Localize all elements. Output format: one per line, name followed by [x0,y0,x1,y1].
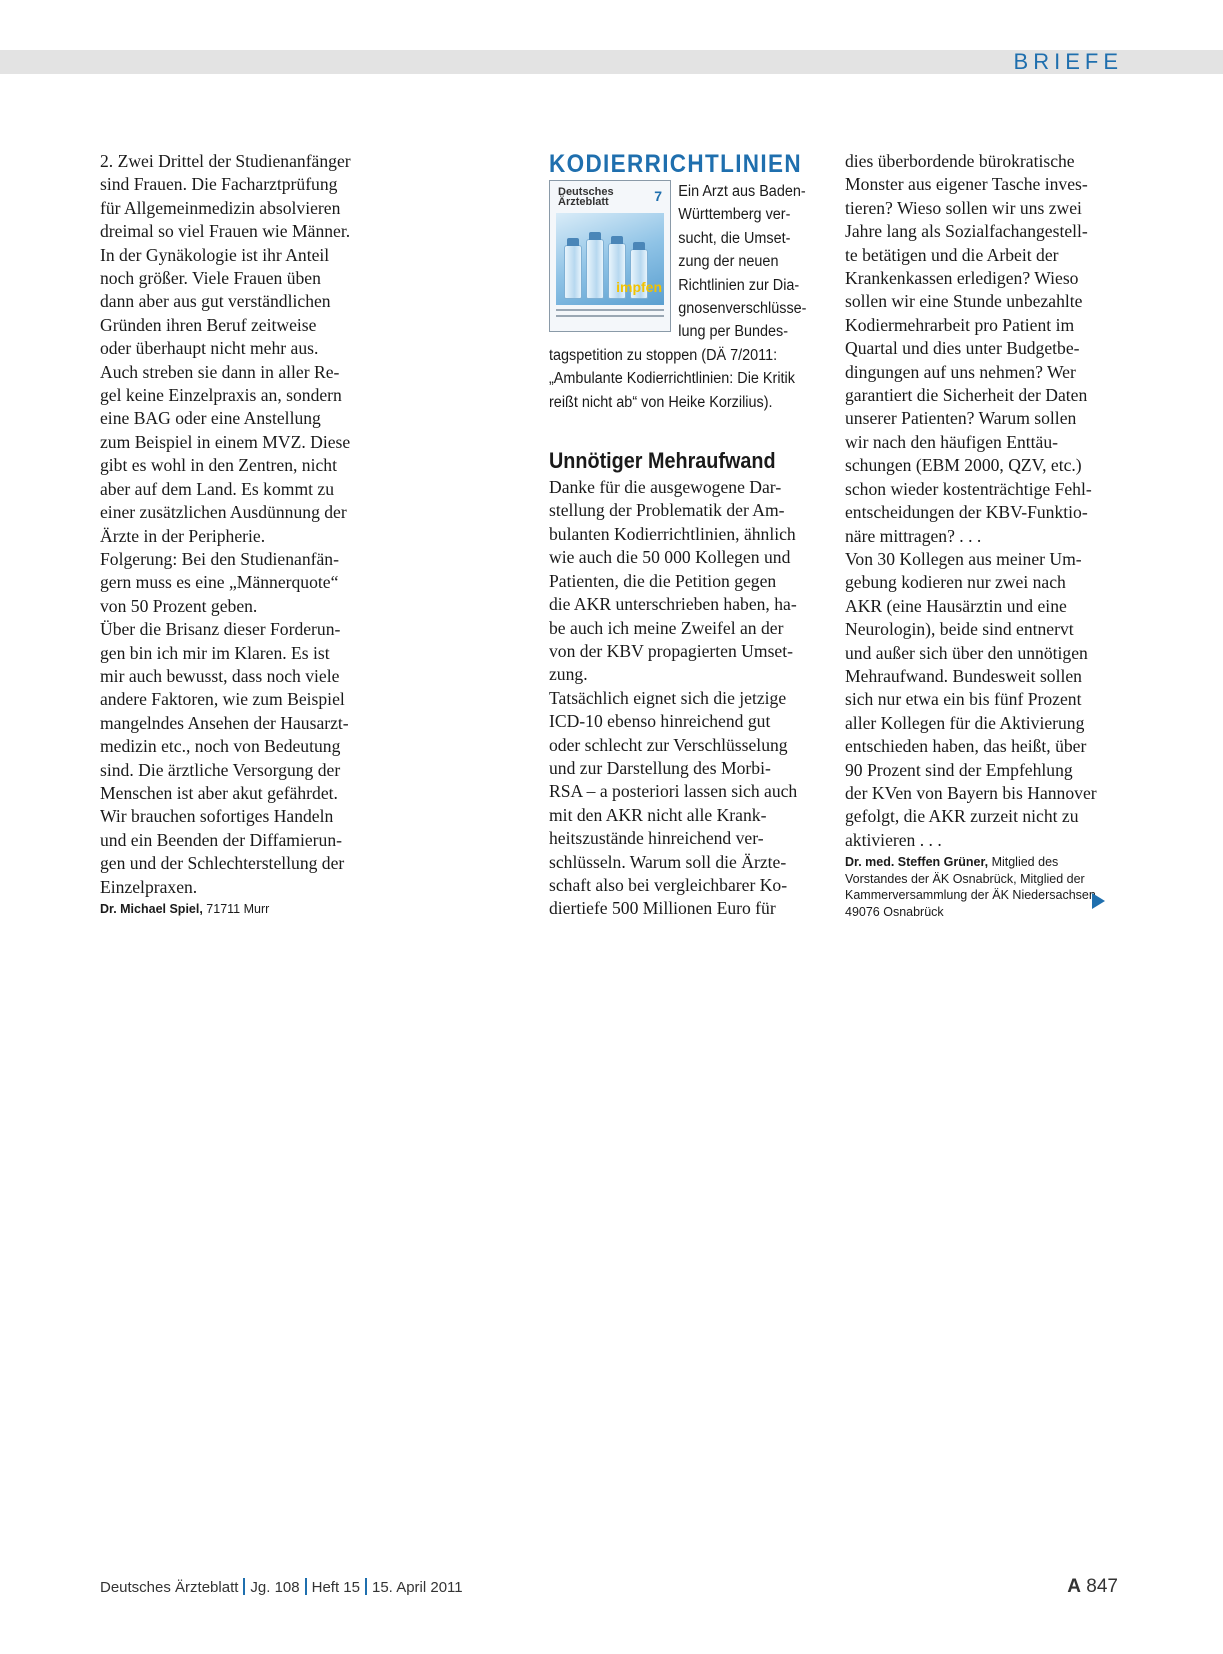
text-line: unserer Patienten? Warum sollen [845,408,1077,429]
text-line: Ein Arzt aus Baden- [678,183,806,200]
text-line: eine BAG oder eine Anstellung [100,408,321,429]
footer-separator [305,1578,307,1595]
text-line: 90 Prozent sind der Empfehlung [845,759,1073,780]
text-line: gen und der Schlechterstellung der [100,853,345,874]
text-line: gnosenverschlüsse- [678,300,807,318]
text-line: Neurologin), beide sind entnervt [845,619,1074,640]
text-line: Folgerung: Bei den Studienanfän- [100,548,339,569]
text-line: sich nur etwa ein bis fünf Prozent [845,689,1082,710]
continue-arrow-icon [1092,893,1105,909]
text-line: zung. [549,664,588,685]
intro-text [549,180,805,414]
text-line: und zur Darstellung des Morbi- [549,757,771,778]
letter-2-signature [845,854,1127,920]
text-line: schungen (EBM 2000, QZV, etc.) [845,455,1082,476]
text-line: Danke für die ausgewogene Dar- [549,477,782,498]
text-line: dies überbordende bürokratische [845,151,1075,171]
text-line: und außer sich über den unnötigen [845,642,1088,663]
text-line: mangelndes Ansehen der Hausarzt- [100,712,349,733]
author-affiliation: Kammerversammlung der ÄK Niedersachsen, [845,888,1100,903]
text-line: und ein Beenden der Diffamierun- [100,829,342,850]
footer-separator [243,1578,245,1595]
cover-title-line: Ärzteblatt [558,196,609,208]
text-line: schlüsseln. Warum soll die Ärzte- [549,851,787,872]
author-location: 49076 Osnabrück [845,904,944,919]
text-line: Tatsächlich eignet sich die jetzige [549,687,787,708]
text-line: mir auch bewusst, dass noch viele [100,665,340,686]
text-line: gern muss es eine „Männerquote“ [100,572,339,593]
footer-journal: Deutsches Ärzteblatt [100,1579,239,1596]
text-line: wie auch die 50 000 Kollegen und [549,547,791,568]
text-line: In der Gynäkologie ist ihr Anteil [100,244,330,265]
topic-intro [549,180,824,414]
text-line: diertiefe 500 Millionen Euro für [549,898,776,919]
text-line: Mehraufwand. Bundesweit sollen [845,665,1082,686]
text-line: reißt nicht ab“ von Heike Korzilius). [549,393,773,411]
text-line: Einzelpraxen. [100,876,198,897]
text-line: wir nach den häufigen Enttäu- [845,431,1058,452]
text-line: dreimal so viel Frauen wie Männer. [100,221,351,242]
text-line: ICD-10 ebenso hinreichend gut [549,711,771,732]
text-line: schaft also bei vergleichbarer Ko- [549,874,788,895]
text-line: te betätigen und die Arbeit der [845,244,1059,265]
cover-issue-number: 7 [654,188,662,204]
text-line: aller Kollegen für die Aktivierung [845,712,1085,733]
text-line: Quartal und dies unter Budgetbe- [845,338,1080,359]
text-line: be auch ich meine Zweifel an der [549,617,784,638]
footer-separator [365,1578,367,1595]
text-line: näre mittragen? . . . [845,525,982,546]
text-line: Monster aus eigener Tasche inves- [845,174,1088,195]
text-line: tieren? Wieso sollen wir uns zwei [845,197,1082,218]
section-label: BRIEFE [1013,49,1123,74]
column-3 [845,150,1127,920]
text-line: stellung der Problematik der Am- [549,500,785,521]
text-line: für Allgemeinmedizin absolvieren [100,197,341,218]
text-line: Über die Brisanz dieser Forderun- [100,619,341,640]
text-line: sind Frauen. Die Facharztprüfung [100,174,338,195]
text-line: oder schlecht zur Verschlüsselung [549,734,788,755]
author-name: Dr. Michael Spiel, [100,902,203,916]
text-line: tagspetition zu stoppen (DÄ 7/2011: [549,346,778,364]
letter-2-body [549,476,824,921]
text-line: gefolgt, die AKR zurzeit nicht zu [845,806,1079,827]
text-line: sucht, die Umset- [678,229,791,247]
text-line: noch größer. Viele Frauen üben [100,268,321,289]
footer-date: 15. April 2011 [372,1579,463,1596]
text-line: Krankenkassen erledigen? Wieso [845,268,1079,289]
text-line: zum Beispiel in einem MVZ. Diese [100,431,351,452]
text-line: entscheidungen der KBV-Funktio- [845,502,1088,523]
text-line: Richtlinien zur Dia- [678,276,800,294]
text-line: gen bin ich mir im Klaren. Es ist [100,642,330,663]
page-number [1067,1576,1118,1598]
text-line: von 50 Prozent geben. [100,595,258,616]
text-line: oder überhaupt nicht mehr aus. [100,338,319,359]
text-line: AKR (eine Hausärztin und eine [845,595,1067,616]
cover-title-line: Deutsches [558,186,614,198]
text-line: 2. Zwei Drittel der Studienanfänger [100,151,351,171]
text-line: lung per Bundes- [678,323,789,341]
letter-1-body [100,150,375,899]
page-digits: 847 [1086,1576,1118,1597]
text-line: heitszustände hinreichend ver- [549,828,764,849]
footer-issue: Heft 15 [311,1579,360,1596]
author-name: Dr. med. Steffen Grüner, [845,855,989,870]
text-line: aber auf dem Land. Es kommt zu [100,478,335,499]
text-line: gel keine Einzelpraxis an, sondern [100,385,342,406]
text-line: mit den AKR nicht alle Krank- [549,804,767,825]
text-line: Württemberg ver- [678,206,791,224]
text-line: Wir brauchen sofortiges Handeln [100,806,334,827]
column-2 [549,150,824,921]
text-line: sollen wir eine Stunde unbezahlte [845,291,1083,312]
author-affiliation: Vorstandes der ÄK Osnabrück, Mitglied der [845,871,1085,886]
text-line: sind. Die ärztliche Versorgung der [100,759,341,780]
letter-1-signature [100,901,375,918]
text-line: zung der neuen [678,253,779,271]
letter-2-body-continued [845,150,1127,852]
text-line: Menschen ist aber akut gefährdet. [100,782,338,803]
cover-headline: impfen [616,279,662,295]
text-line: andere Faktoren, wie zum Beispiel [100,689,345,710]
text-line: einer zusätzlichen Ausdünnung der [100,502,347,523]
text-line: dingungen auf uns nehmen? Wer [845,361,1076,382]
text-line: der KVen von Bayern bis Hannover [845,782,1097,803]
text-line: gibt es wohl in den Zentren, nicht [100,455,337,476]
text-line: RSA – a posteriori lassen sich auch [549,781,798,802]
footer-volume: Jg. 108 [250,1579,300,1596]
topic-heading: KODIERRICHTLINIEN [549,150,802,178]
text-line: Patienten, die die Petition gegen [549,570,777,591]
letter-2-heading: Unnötiger Mehraufwand [549,448,776,474]
text-line: die AKR unterschrieben haben, ha- [549,594,797,615]
author-affiliation: Mitglied des [988,855,1059,870]
column-1 [100,150,375,918]
page-footer [100,1578,463,1596]
text-line: bulanten Kodierrichtlinien, ähnlich [549,523,796,544]
text-line: medizin etc., noch von Bedeutung [100,736,341,757]
text-line: Von 30 Kollegen aus meiner Um- [845,548,1082,569]
text-line: Jahre lang als Sozialfachangestell- [845,221,1088,242]
text-line: Ärzte in der Peripherie. [100,525,266,546]
text-line: dann aber aus gut verständlichen [100,291,331,312]
page-letter: A [1067,1576,1082,1597]
text-line: Kodiermehrarbeit pro Patient im [845,314,1075,335]
text-line: Auch streben sie dann in aller Re- [100,361,340,382]
author-location: 71711 Murr [202,902,270,916]
text-line: entschieden haben, das heißt, über [845,736,1087,757]
text-line: von der KBV propagierten Umset- [549,640,793,661]
text-line: Gründen ihren Beruf zeitweise [100,314,317,335]
text-line: aktivieren . . . [845,829,942,850]
text-line: garantiert die Sicherheit der Daten [845,385,1088,406]
text-line: gebung kodieren nur zwei nach [845,572,1066,593]
text-line: schon wieder kostenträchtige Fehl- [845,478,1092,499]
text-line: „Ambulante Kodierrichtlinien: Die Kritik [549,370,795,388]
